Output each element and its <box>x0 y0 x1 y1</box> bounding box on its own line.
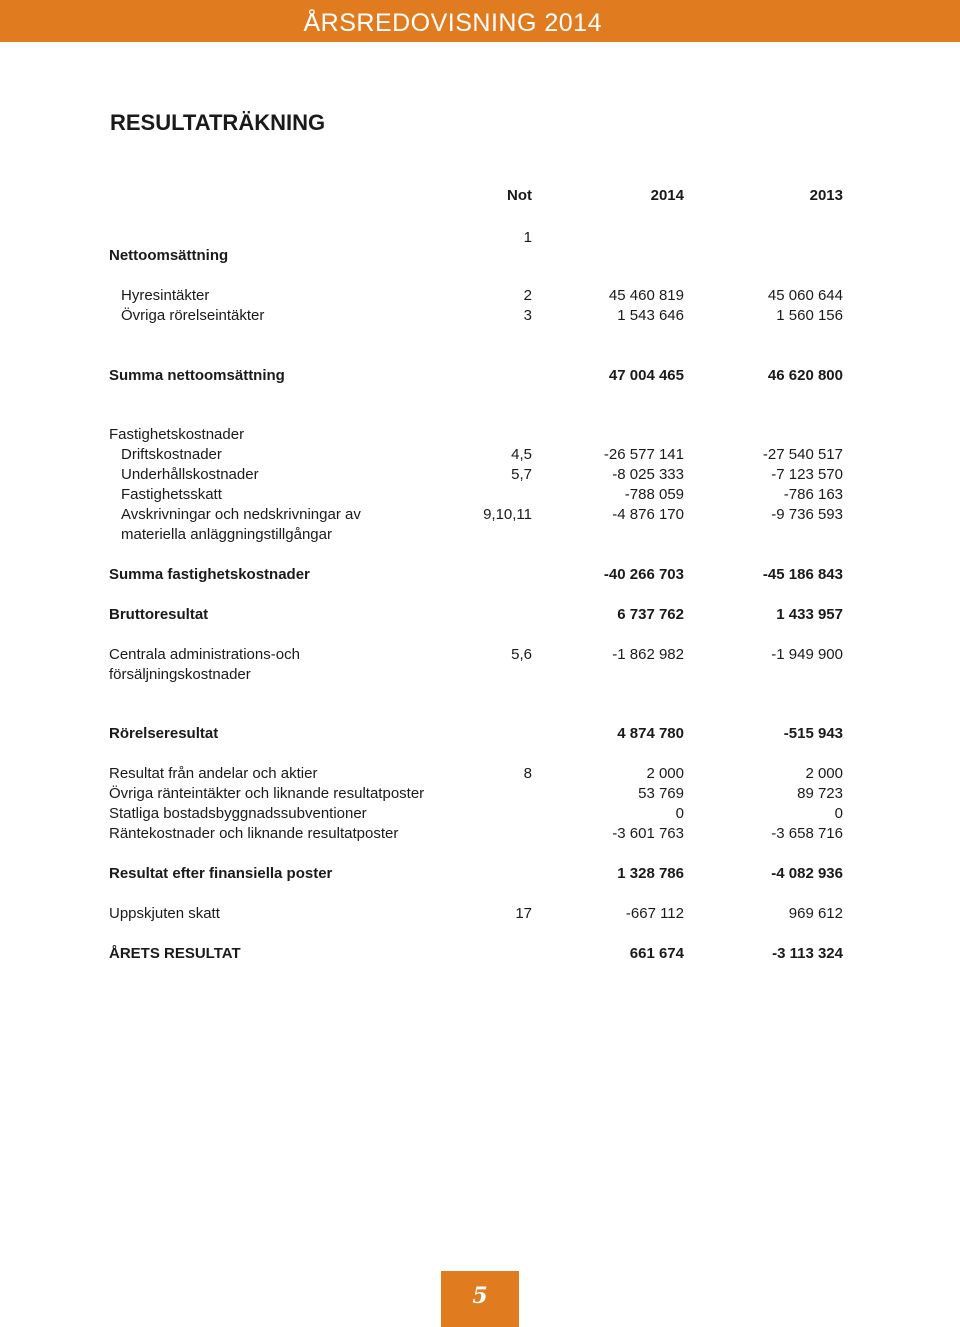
table-row <box>0 784 960 804</box>
row-value-2013: -3 113 324 <box>772 945 843 962</box>
page-number: 5 <box>472 1283 488 1309</box>
column-header-2013: 2013 <box>809 187 843 204</box>
row-value-2014: 1 543 646 <box>617 307 684 324</box>
table-row <box>0 505 960 525</box>
table-row <box>0 864 960 884</box>
row-note: 9,10,11 <box>483 506 532 523</box>
row-value-2014: -788 059 <box>624 486 684 503</box>
row-note: 3 <box>523 307 532 324</box>
table-row <box>0 525 960 545</box>
table-row <box>0 445 960 465</box>
row-label: Summa fastighetskostnader <box>109 566 310 583</box>
column-header-row <box>0 186 960 206</box>
row-value-2013: -1 949 900 <box>771 646 843 663</box>
row-value-2014: 0 <box>675 805 684 822</box>
row-value-2013: -45 186 843 <box>762 566 843 583</box>
row-label: Fastighetsskatt <box>121 486 222 503</box>
row-value-2013: 45 060 644 <box>767 287 843 304</box>
row-label: Fastighetskostnader <box>109 426 245 443</box>
row-value-2014: 6 737 762 <box>617 606 684 623</box>
row-label: Räntekostnader och liknande resultatposter <box>109 825 399 842</box>
row-value-2014: -4 876 170 <box>612 506 684 523</box>
row-label: ÅRETS RESULTAT <box>109 945 241 962</box>
row-value-2013: -7 123 570 <box>771 466 843 483</box>
row-value-2013: -4 082 936 <box>771 865 843 882</box>
row-value-2013: 969 612 <box>788 905 843 922</box>
row-value-2013: -3 658 716 <box>771 825 843 842</box>
row-value-2014: -1 862 982 <box>612 646 684 663</box>
row-value-2013: 89 723 <box>797 785 843 802</box>
row-value-2013: 46 620 800 <box>767 367 843 384</box>
nettoomsattning-note: 1 <box>523 229 532 246</box>
row-label: Nettoomsättning <box>109 247 229 264</box>
row-note: 8 <box>523 765 532 782</box>
table-row <box>0 565 960 585</box>
column-header-note: Not <box>507 187 532 204</box>
row-label: Avskrivningar och nedskrivningar av <box>121 506 361 523</box>
row-note: 2 <box>523 287 532 304</box>
row-value-2013: -515 943 <box>783 725 843 742</box>
row-value-2013: 1 433 957 <box>776 606 843 623</box>
table-row <box>0 804 960 824</box>
row-label: Resultat från andelar och aktier <box>109 765 318 782</box>
row-value-2014: 4 874 780 <box>617 725 684 742</box>
row-label: Summa nettoomsättning <box>109 367 285 384</box>
row-value-2014: -8 025 333 <box>612 466 684 483</box>
table-row <box>0 246 960 266</box>
row-label: Centrala administrations-och <box>109 646 300 663</box>
table-row <box>0 645 960 665</box>
table-row <box>0 724 960 744</box>
row-label: Statliga bostadsbyggnadssubventioner <box>109 805 367 822</box>
table-row <box>0 286 960 306</box>
table-row <box>0 465 960 485</box>
row-label: Bruttoresultat <box>109 606 209 623</box>
page-title: RESULTATRÄKNING <box>110 110 326 135</box>
row-value-2014: 45 460 819 <box>608 287 684 304</box>
row-label: materiella anläggningstillgångar <box>121 526 332 543</box>
row-note: 17 <box>515 905 532 922</box>
row-value-2013: 2 000 <box>805 765 843 782</box>
row-label: Driftskostnader <box>121 446 222 463</box>
row-value-2014: 2 000 <box>646 765 684 782</box>
row-value-2014: 47 004 465 <box>608 367 684 384</box>
header-title: ÅRSREDOVISNING 2014 <box>303 9 602 37</box>
table-row <box>0 904 960 924</box>
table-row <box>0 306 960 326</box>
row-note: 5,7 <box>511 466 532 483</box>
row-value-2014: 53 769 <box>638 785 684 802</box>
table-row <box>0 764 960 784</box>
row-value-2013: 0 <box>834 805 843 822</box>
row-value-2014: 661 674 <box>629 945 684 962</box>
table-row <box>0 485 960 505</box>
table-row <box>0 944 960 964</box>
row-label: Hyresintäkter <box>121 287 210 304</box>
row-label: Underhållskostnader <box>121 466 259 483</box>
row-value-2013: -27 540 517 <box>762 446 843 463</box>
header-bar <box>0 0 960 42</box>
row-label: Övriga ränteintäkter och liknande resultatposter <box>109 785 425 802</box>
row-value-2014: -667 112 <box>625 905 684 922</box>
row-value-2014: -40 266 703 <box>603 566 684 583</box>
row-note: 4,5 <box>511 446 532 463</box>
table-row <box>0 366 960 386</box>
row-value-2013: 1 560 156 <box>776 307 843 324</box>
row-label: Rörelseresultat <box>109 725 219 742</box>
row-note: 5,6 <box>511 646 532 663</box>
row-value-2014: 1 328 786 <box>617 865 684 882</box>
row-value-2013: -786 163 <box>783 486 843 503</box>
row-label: Övriga rörelseintäkter <box>121 307 265 324</box>
table-row <box>0 665 960 685</box>
table-row <box>0 425 960 445</box>
row-label: Resultat efter finansiella poster <box>109 865 333 882</box>
row-value-2013: -9 736 593 <box>771 506 843 523</box>
table-row <box>0 605 960 625</box>
table-row <box>0 824 960 844</box>
nettoomsattning-note-row <box>0 228 960 248</box>
page-number-box <box>441 1271 519 1327</box>
row-label: Uppskjuten skatt <box>109 905 220 922</box>
column-header-2014: 2014 <box>650 187 684 204</box>
row-value-2014: -3 601 763 <box>612 825 684 842</box>
row-label: försäljningskostnader <box>109 666 251 683</box>
row-value-2014: -26 577 141 <box>603 446 684 463</box>
